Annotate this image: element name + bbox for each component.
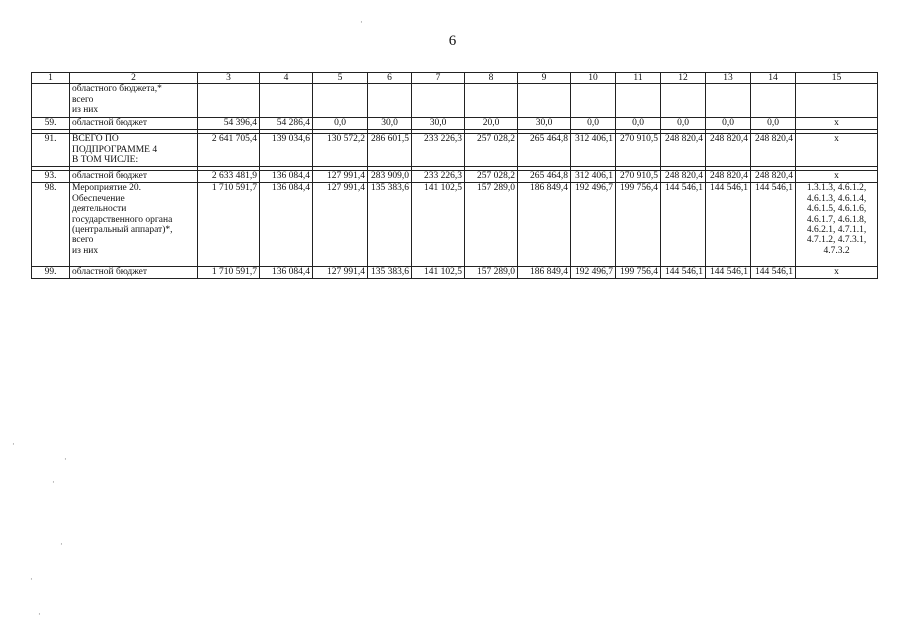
- value-cell: [751, 84, 796, 118]
- value-cell: 157 289,0: [465, 267, 518, 279]
- table-row: [32, 84, 878, 118]
- value-cell: [465, 84, 518, 118]
- row-number-cell: 93.: [32, 171, 70, 183]
- value-cell: 312 406,1: [571, 134, 616, 167]
- value-cell: 2 633 481,9: [198, 171, 260, 183]
- reference-cell: x: [796, 134, 878, 167]
- scan-speck: ·: [30, 575, 33, 585]
- table-row: [32, 267, 878, 279]
- value-cell: 257 028,2: [465, 171, 518, 183]
- value-cell: 144 546,1: [751, 183, 796, 267]
- value-cell: [616, 84, 661, 118]
- value-cell: 199 756,4: [616, 183, 661, 267]
- value-cell: 248 820,4: [661, 134, 706, 167]
- value-cell: 248 820,4: [751, 171, 796, 183]
- header-cell: 5: [313, 73, 368, 84]
- row-name-line: государственного органа: [72, 214, 173, 225]
- value-cell: 248 820,4: [751, 134, 796, 167]
- value-cell: 144 546,1: [661, 267, 706, 279]
- value-cell: 144 546,1: [706, 183, 751, 267]
- value-cell: [571, 84, 616, 118]
- row-name-cell: [70, 134, 198, 167]
- table-row: [32, 134, 878, 167]
- value-cell: [412, 84, 465, 118]
- value-cell: 270 910,5: [616, 134, 661, 167]
- reference-line: 4.6.2.1, 4.7.1.1,: [806, 225, 867, 236]
- value-cell: 257 028,2: [465, 134, 518, 167]
- row-number-cell: 91.: [32, 134, 70, 167]
- value-cell: 192 496,7: [571, 183, 616, 267]
- header-cell: 1: [32, 73, 70, 84]
- header-cell: 4: [260, 73, 313, 84]
- reference-cell: [796, 84, 878, 118]
- value-cell: 233 226,3: [412, 171, 465, 183]
- value-cell: 2 641 705,4: [198, 134, 260, 167]
- scan-speck: ·: [52, 478, 55, 488]
- row-name-line: всего: [72, 94, 94, 105]
- reference-cell: x: [796, 267, 878, 279]
- row-name-line: из них: [72, 105, 99, 116]
- row-name-line: Обеспечение: [72, 193, 125, 204]
- scan-speck: ·: [360, 18, 363, 28]
- value-cell: 20,0: [465, 118, 518, 130]
- value-cell: 0,0: [313, 118, 368, 130]
- value-cell: 54 286,4: [260, 118, 313, 130]
- value-cell: 136 084,4: [260, 171, 313, 183]
- value-cell: 0,0: [571, 118, 616, 130]
- value-cell: 0,0: [661, 118, 706, 130]
- header-cell: 12: [661, 73, 706, 84]
- value-cell: [706, 84, 751, 118]
- value-cell: 127 991,4: [313, 171, 368, 183]
- value-cell: 157 289,0: [465, 183, 518, 267]
- value-cell: 1 710 591,7: [198, 183, 260, 267]
- value-cell: 136 084,4: [260, 267, 313, 279]
- value-cell: 144 546,1: [706, 267, 751, 279]
- value-cell: 0,0: [751, 118, 796, 130]
- scan-speck: ·: [38, 610, 41, 620]
- table-row: [32, 183, 878, 267]
- value-cell: 30,0: [368, 118, 412, 130]
- row-number-cell: 59.: [32, 118, 70, 130]
- value-cell: 135 383,6: [368, 183, 412, 267]
- value-cell: 139 034,6: [260, 134, 313, 167]
- scan-speck: ·: [60, 540, 63, 550]
- value-cell: 0,0: [706, 118, 751, 130]
- value-cell: [260, 84, 313, 118]
- value-cell: 265 464,8: [518, 171, 571, 183]
- row-name-cell: областной бюджет: [70, 118, 198, 130]
- row-name-line: В ТОМ ЧИСЛЕ:: [72, 155, 139, 166]
- value-cell: [313, 84, 368, 118]
- scan-speck: ·: [12, 440, 15, 450]
- header-cell: 2: [70, 73, 198, 84]
- value-cell: 248 820,4: [706, 134, 751, 167]
- value-cell: 248 820,4: [706, 171, 751, 183]
- value-cell: 248 820,4: [661, 171, 706, 183]
- row-name-line: деятельности: [72, 204, 127, 215]
- value-cell: 141 102,5: [412, 267, 465, 279]
- value-cell: 283 909,0: [368, 171, 412, 183]
- value-cell: 30,0: [412, 118, 465, 130]
- value-cell: 286 601,5: [368, 134, 412, 167]
- row-name-line: Мероприятие 20.: [72, 183, 142, 194]
- value-cell: 1 710 591,7: [198, 267, 260, 279]
- row-name-line: (центральный аппарат)*,: [72, 225, 173, 236]
- value-cell: 136 084,4: [260, 183, 313, 267]
- reference-line: 1.3.1.3, 4.6.1.2,: [806, 183, 867, 194]
- header-cell: 15: [796, 73, 878, 84]
- value-cell: 186 849,4: [518, 183, 571, 267]
- header-cell: 9: [518, 73, 571, 84]
- value-cell: 270 910,5: [616, 171, 661, 183]
- value-cell: 127 991,4: [313, 267, 368, 279]
- header-cell: 14: [751, 73, 796, 84]
- value-cell: 0,0: [616, 118, 661, 130]
- value-cell: 144 546,1: [751, 267, 796, 279]
- value-cell: [661, 84, 706, 118]
- header-cell: 10: [571, 73, 616, 84]
- value-cell: 127 991,4: [313, 183, 368, 267]
- header-cell: 3: [198, 73, 260, 84]
- value-cell: 312 406,1: [571, 171, 616, 183]
- reference-cell: x: [796, 118, 878, 130]
- row-number-cell: 99.: [32, 267, 70, 279]
- header-cell: 8: [465, 73, 518, 84]
- value-cell: [198, 84, 260, 118]
- header-cell: 6: [368, 73, 412, 84]
- value-cell: 192 496,7: [571, 267, 616, 279]
- row-name-line: ПОДПРОГРАММЕ 4: [72, 144, 158, 155]
- header-row: [32, 73, 878, 84]
- value-cell: 144 546,1: [661, 183, 706, 267]
- scan-speck: ·: [64, 455, 67, 465]
- value-cell: 135 383,6: [368, 267, 412, 279]
- row-name-line: из них: [72, 245, 99, 256]
- row-name-cell: областной бюджет: [70, 267, 198, 279]
- row-name-cell: областной бюджет: [70, 171, 198, 183]
- row-name-line: ВСЕГО ПО: [72, 134, 119, 145]
- reference-cell: x: [796, 171, 878, 183]
- reference-line: 4.6.1.3, 4.6.1.4,: [806, 193, 867, 204]
- reference-line: 4.6.1.5, 4.6.1.6,: [806, 204, 867, 215]
- value-cell: 199 756,4: [616, 267, 661, 279]
- reference-line: 4.7.1.2, 4.7.3.1,: [806, 235, 867, 246]
- row-name-line: всего: [72, 235, 94, 246]
- value-cell: [368, 84, 412, 118]
- row-name-cell: [70, 183, 198, 267]
- reference-line: 4.6.1.7, 4.6.1.8,: [806, 214, 867, 225]
- row-name-cell: [70, 84, 198, 118]
- value-cell: 54 396,4: [198, 118, 260, 130]
- budget-table: [31, 72, 878, 279]
- page-number: 6: [448, 33, 457, 49]
- header-cell: 11: [616, 73, 661, 84]
- reference-line: 4.7.3.2: [823, 245, 850, 256]
- value-cell: 130 572,2: [313, 134, 368, 167]
- table-row: [32, 118, 878, 130]
- reference-cell: [796, 183, 878, 267]
- value-cell: 30,0: [518, 118, 571, 130]
- row-name-line: областного бюджета,*: [72, 84, 162, 95]
- value-cell: 186 849,4: [518, 267, 571, 279]
- header-cell: 13: [706, 73, 751, 84]
- table-row: [32, 171, 878, 183]
- value-cell: [518, 84, 571, 118]
- value-cell: 233 226,3: [412, 134, 465, 167]
- header-cell: 7: [412, 73, 465, 84]
- value-cell: 265 464,8: [518, 134, 571, 167]
- row-number-cell: [32, 84, 70, 118]
- row-number-cell: 98.: [32, 183, 70, 267]
- value-cell: 141 102,5: [412, 183, 465, 267]
